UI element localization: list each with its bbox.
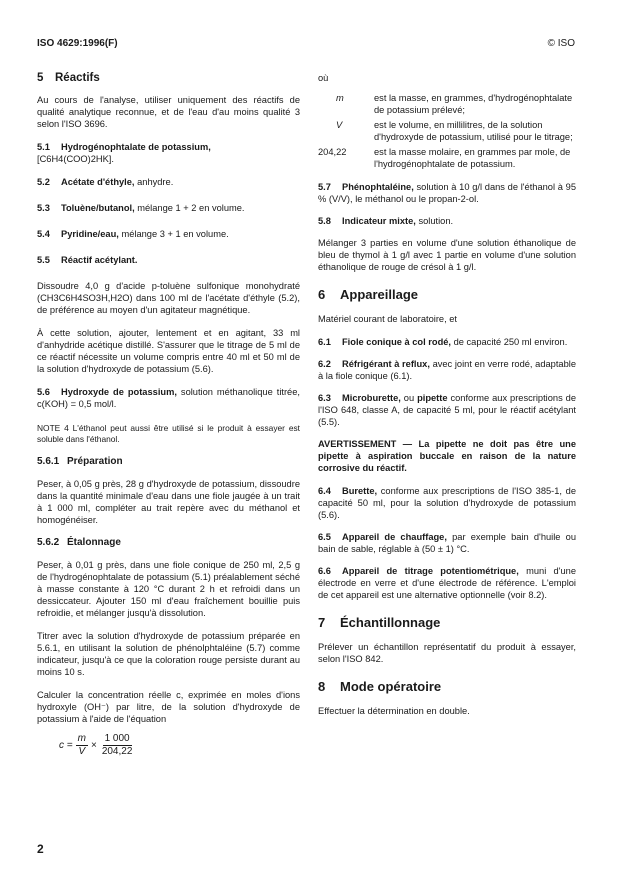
section-5-6-2-p1: Peser, à 0,01 g près, dans une fiole conique de 250 ml, 2,5 g de l'hydrogénophtalate de potassium (5.1) préalablement séché à masse constante à 120 °C durant 2 h et refroidi dans un dessiccateur. Ajouter 150 ml d'eau fraîchement bouillie puis refroidie, et mélanger jusqu'à dissolution. xyxy=(37,560,300,618)
left-column xyxy=(37,72,300,758)
section-5-5-p2: À cette solution, ajouter, lentement et en agitant, 33 ml d'anhydride acétique distillé. S'assurer que le titrage de 5 ml de ce réactif nécessite un volume compris entre 40 ml et 50 ml de la solution d'hydroxyde de potassium (5.6). xyxy=(37,328,300,374)
warning-pipette: AVERTISSEMENT — La pipette ne doit pas être une pipette à aspiration buccale en raison de la nature corrosive du réactif. xyxy=(318,439,576,473)
item-5-8: 5.8 Indicateur mixte, solution. xyxy=(318,216,454,226)
section-5-heading: 5 Réactifs xyxy=(37,72,100,84)
section-7-heading: 7 Échantillonnage xyxy=(318,615,441,630)
section-6-intro: Matériel courant de laboratoire, et xyxy=(318,314,458,324)
item-6-6: 6.6 Appareil de titrage potentiométrique, muni d'une électrode en verre et d'une électrode de référence. L'emploi de cet appareil est une alternative optionnelle (voir 8.2). xyxy=(318,566,577,600)
section-5-6-1-text: Peser, à 0,05 g près, 28 g d'hydroxyde de potassium, dissoudre dans la quantité minimale d'eau dans une fiole jaugée à un trait à 1 000 ml, compléter au trait repère avec du méthanol et homogénéiser. xyxy=(37,479,300,525)
section-5-5-p1: Dissoudre 4,0 g d'acide p-toluène sulfonique monohydraté (CH3C6H4SO3H,H2O) dans 100 ml de l'acétate d'éthyle (5.2), de préférence au moyen d'un agitateur magnétique. xyxy=(37,281,300,315)
item-6-4: 6.4 Burette, conforme aux prescriptions de l'ISO 385-1, de capacité 50 ml, pour la solution d'hydroxyde de potassium (5.6). xyxy=(318,486,576,520)
page-number: 2 xyxy=(37,842,44,856)
section-6-heading: 6 Appareillage xyxy=(318,287,419,302)
where-v: V est le volume, en millilitres, de la solution d'hydroxyde de potassium, utilisé pour le titrage; xyxy=(336,120,573,142)
item-5-1: 5.1 Hydrogénophtalate de potassium, [C6H4(COO)2HK]. xyxy=(37,142,211,164)
copyright-mark: © ISO xyxy=(547,38,575,49)
item-5-6: 5.6 Hydroxyde de potassium, solution méthanolique titrée, c(KOH) = 0,5 mol/l. xyxy=(37,387,300,409)
item-5-2: 5.2 Acétate d'éthyle, anhydre. xyxy=(37,177,174,187)
where-molar-mass: 204,22 est la masse molaire, en grammes par mole, de l'hydrogénophtalate de potassium. xyxy=(318,147,571,169)
section-5-6-1-heading: 5.6.1 Préparation xyxy=(37,456,123,467)
section-5-8-text: Mélanger 3 parties en volume d'une solution éthanolique de bleu de thymol à 1 g/l avec 1 partie en volume d'une solution éthanolique de rouge de crésol à 1 g/l. xyxy=(318,238,576,272)
where-m: m est la masse, en grammes, d'hydrogénophtalate de potassium prélevé; xyxy=(336,93,573,115)
right-column xyxy=(318,72,576,728)
section-8-text: Effectuer la détermination en double. xyxy=(318,706,470,716)
item-5-5: 5.5 Réactif acétylant. xyxy=(37,255,138,265)
section-8-heading: 8 Mode opératoire xyxy=(318,679,442,694)
formula-khp: [C6H4(COO)2HK]. xyxy=(37,154,114,164)
fraction-m-over-v: $\frac{m}{V}$ xyxy=(77,733,86,757)
section-5-6-2-p2: Titrer avec la solution d'hydroxyde de potassium préparée en 5.6.1, en utilisant la solution de phénolphtaléine (5.7) comme indicateur, jusqu'à ce que la coloration rouge persiste durant au moins 10 s. xyxy=(37,631,300,677)
item-6-5: 6.5 Appareil de chauffage, par exemple bain d'huile ou bain de sable, réglable à (50 ± 1) °C. xyxy=(318,532,576,554)
standard-number: ISO 4629:1996(F) xyxy=(37,38,118,49)
item-5-4: 5.4 Pyridine/eau, mélange 3 + 1 en volume. xyxy=(37,229,229,239)
note-4: NOTE 4 L'éthanol peut aussi être utilisé si le produit à essayer est soluble dans l'éthanol. xyxy=(37,423,300,444)
section-7-text: Prélever un échantillon représentatif du produit à essayer, selon l'ISO 842. xyxy=(318,642,576,664)
item-5-3: 5.3 Toluène/butanol, mélange 1 + 2 en volume. xyxy=(37,203,245,213)
section-5-6-2-heading: 5.6.2 Étalonnage xyxy=(37,537,121,548)
item-6-2: 6.2 Réfrigérant à reflux, avec joint en verre rodé, adaptable à la fiole conique (6.1). xyxy=(318,359,576,381)
concentration-equation: c = $\frac{m}{V}$ × $\frac{1 000}{204,22}$ xyxy=(59,733,133,757)
section-5-intro: Au cours de l'analyse, utiliser uniquement des réactifs de qualité analytique reconnue, et de l'eau d'au moins qualité 3 selon l'ISO 3696. xyxy=(37,95,300,129)
fraction-1000-over-molar-mass: $\frac{1 000}{204,22}$ xyxy=(101,733,133,757)
item-6-1: 6.1 Fiole conique à col rodé, de capacité 250 ml environ. xyxy=(318,337,568,347)
where-label: où xyxy=(318,73,329,83)
item-5-7: 5.7 Phénophtaléine, solution à 10 g/l dans de l'éthanol à 95 % (V/V), le méthanol ou le propan-2-ol. xyxy=(318,182,576,204)
section-5-6-2-p3: Calculer la concentration réelle c, exprimée en moles d'ions hydroxyle (OH⁻) par litre, de la solution d'hydroxyde de potassium à l'aide de l'équation xyxy=(37,690,300,724)
item-6-3: 6.3 Microburette, ou pipette conforme aux prescriptions de l'ISO 648, classe A, de capacité 5 ml, pour le réactif acétylant (5.5). xyxy=(318,393,576,427)
